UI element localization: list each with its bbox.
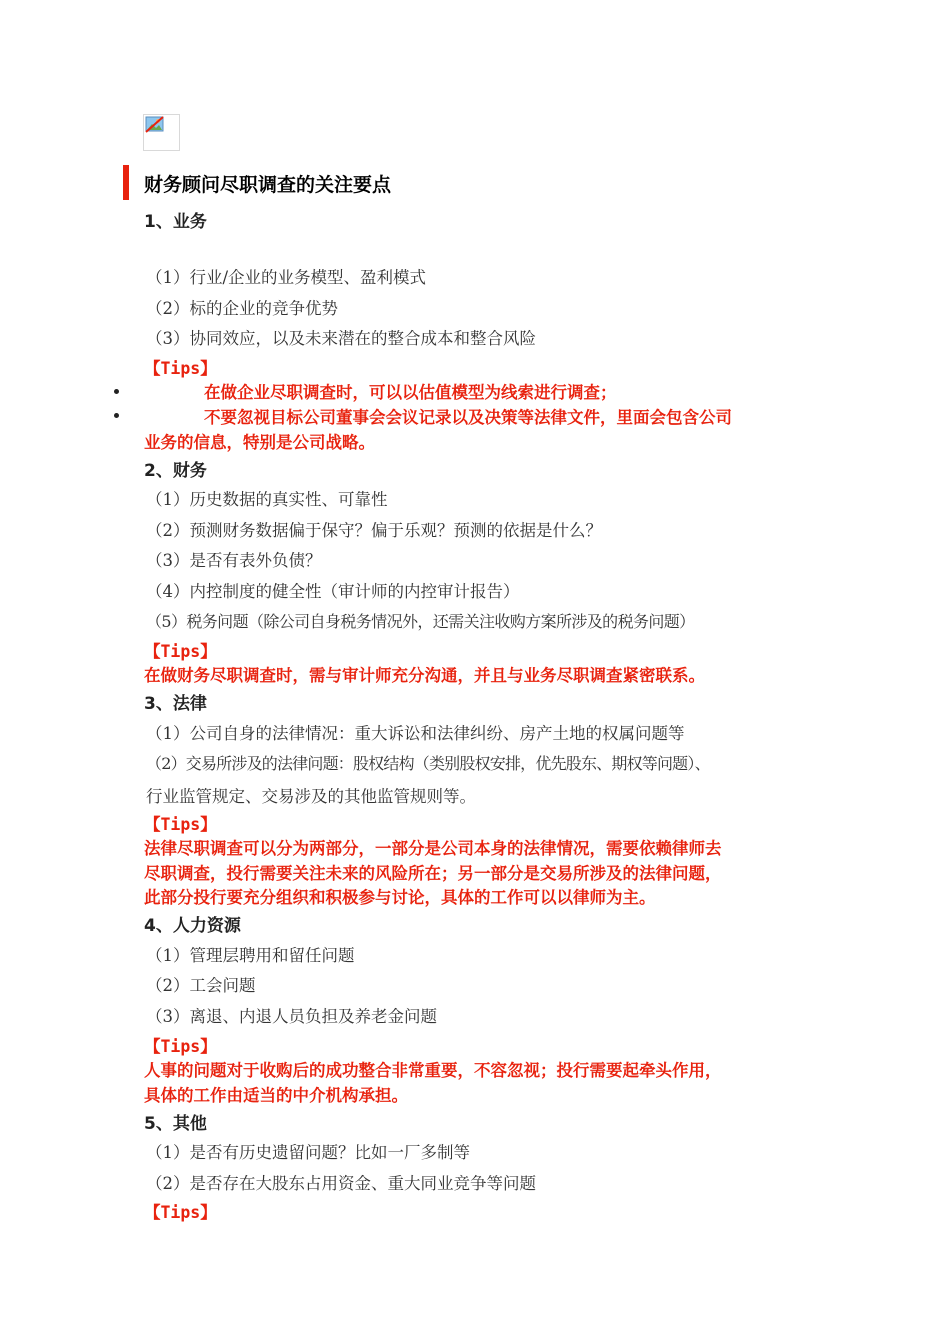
tips-label: 【Tips】 [144, 1203, 217, 1222]
list-item: （2）工会问题 [146, 976, 256, 995]
tips-text: 业务的信息，特别是公司战略。 [144, 433, 375, 452]
tips-text: 在做财务尽职调查时，需与审计师充分沟通，并且与业务尽职调查紧密联系。 [144, 666, 705, 685]
tips-label: 【Tips】 [144, 1037, 217, 1056]
tips-bullet: 在做企业尽职调查时，可以以估值模型为线索进行调查； [204, 383, 617, 402]
tips-text: 法律尽职调查可以分为两部分，一部分是公司本身的法律情况，需要依赖律师去 [144, 839, 722, 858]
list-item: （3）是否有表外负债？ [146, 551, 322, 570]
bullet-dot [114, 413, 119, 418]
tips-text: 人事的问题对于收购后的成功整合非常重要，不容忽视；投行需要起牵头作用， [144, 1061, 722, 1080]
page-title: 财务顾问尽职调查的关注要点 [144, 174, 392, 196]
list-item: （3）协同效应，以及未来潜在的整合成本和整合风险 [146, 329, 536, 348]
list-item: （2）预测财务数据偏于保守？偏于乐观？预测的依据是什么？ [146, 521, 602, 540]
tips-label: 【Tips】 [144, 815, 217, 834]
section-heading-hr: 4、人力资源 [144, 916, 241, 936]
broken-image-icon [143, 114, 180, 151]
tips-text: 具体的工作由适当的中介机构承担。 [144, 1086, 408, 1105]
section-heading-other: 5、其他 [144, 1114, 207, 1134]
tips-label: 【Tips】 [144, 359, 217, 378]
title-accent-bar [123, 165, 129, 200]
list-item: （1）公司自身的法律情况：重大诉讼和法律纠纷、房产土地的权属问题等 [146, 724, 685, 743]
list-item: （4）内控制度的健全性（审计师的内控审计报告） [146, 582, 520, 601]
list-item: 行业监管规定、交易涉及的其他监管规则等。 [146, 787, 476, 806]
list-item: （2）交易所涉及的法律问题：股权结构（类别股权安排，优先股东、期权等问题）、 [146, 754, 710, 773]
tips-text: 尽职调查，投行需要关注未来的风险所在；另一部分是交易所涉及的法律问题， [144, 864, 722, 883]
list-item: （1）管理层聘用和留任问题 [146, 946, 355, 965]
tips-bullet: 不要忽视目标公司董事会会议记录以及决策等法律文件，里面会包含公司 [204, 408, 732, 427]
list-item: （2）是否存在大股东占用资金、重大同业竞争等问题 [146, 1174, 536, 1193]
list-item: （1）行业/企业的业务模型、盈利模式 [146, 268, 427, 287]
section-heading-finance: 2、财务 [144, 461, 207, 481]
list-item: （2）标的企业的竞争优势 [146, 299, 338, 318]
list-item: （3）离退、内退人员负担及养老金问题 [146, 1007, 437, 1026]
section-heading-legal: 3、法律 [144, 694, 207, 714]
list-item: （5）税务问题（除公司自身税务情况外，还需关注收购方案所涉及的税务问题） [146, 612, 695, 631]
section-heading-business: 1、业务 [144, 212, 207, 232]
bullet-dot [114, 389, 119, 394]
list-item: （1）是否有历史遗留问题？比如一厂多制等 [146, 1143, 470, 1162]
tips-label: 【Tips】 [144, 642, 217, 661]
list-item: （1）历史数据的真实性、可靠性 [146, 490, 388, 509]
tips-text: 此部分投行要充分组织和积极参与讨论，具体的工作可以以律师为主。 [144, 888, 656, 907]
